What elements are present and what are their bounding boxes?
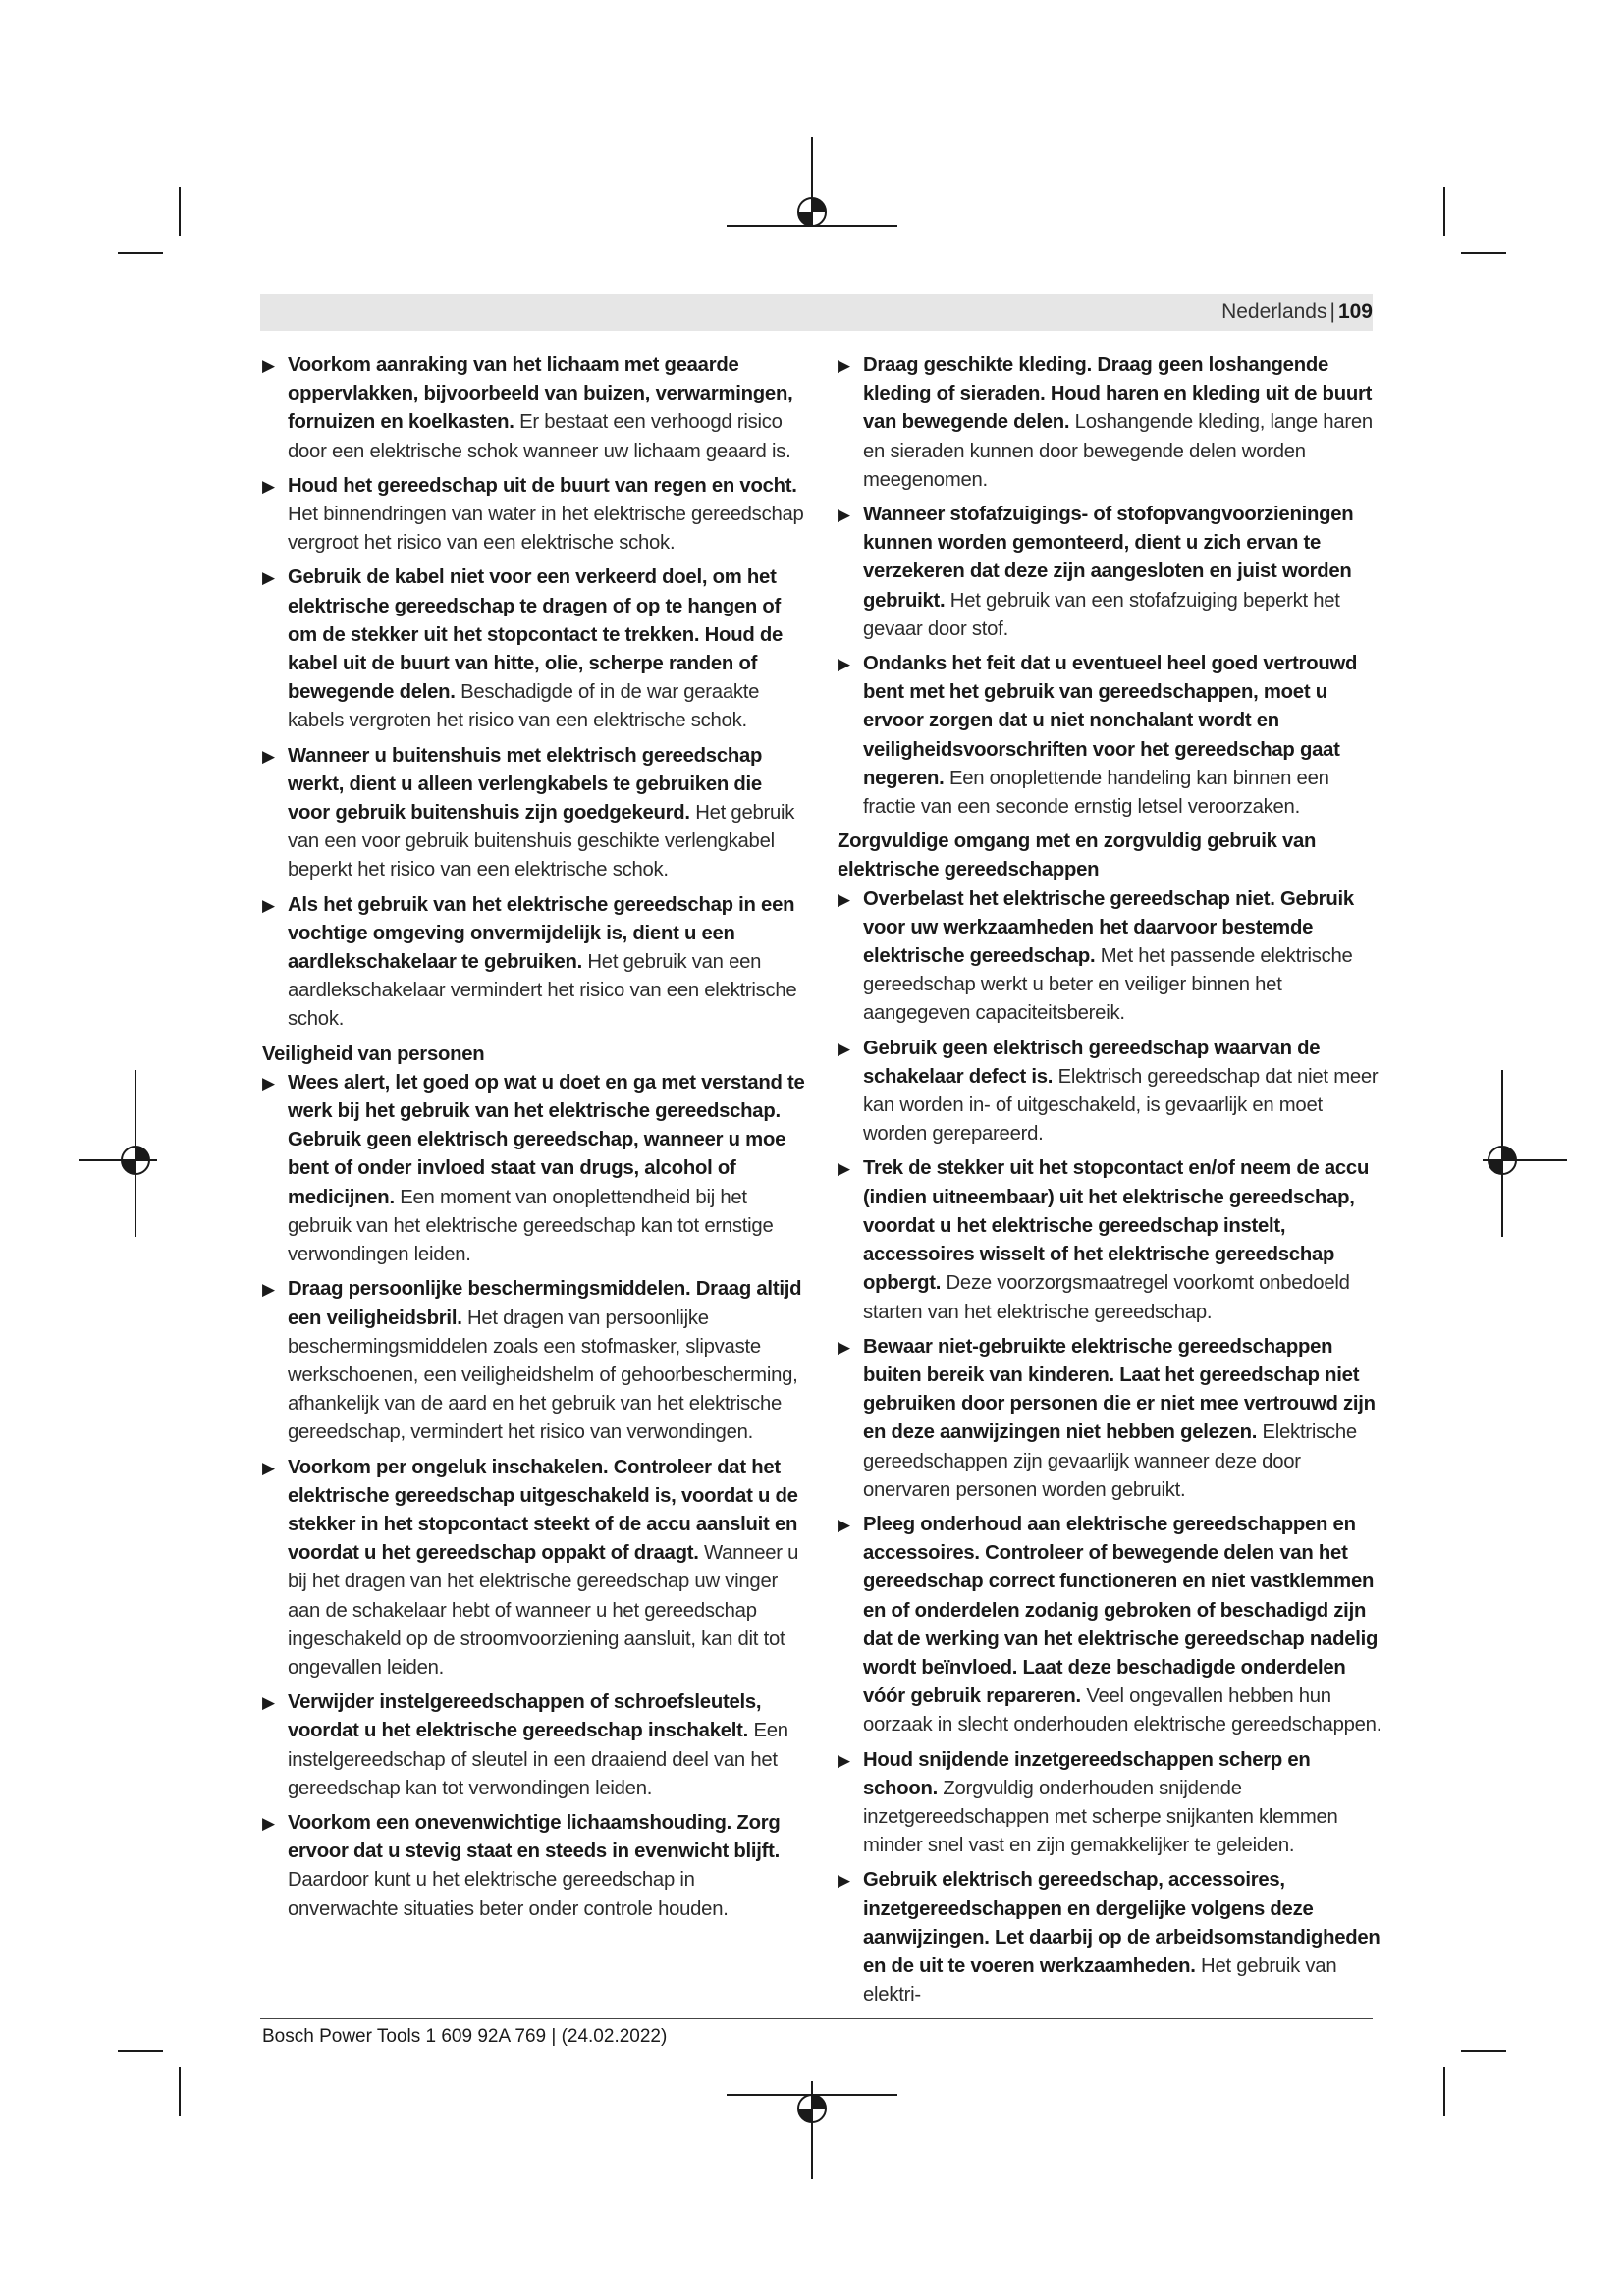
registration-mark-bottom-icon [727,2012,903,2189]
item-text: Beschadigde of in de war geraakte kabels vergroten het risico van een elektrische schok. [288,681,760,732]
bullet-icon: ▶ [262,1693,275,1713]
bullet-icon: ▶ [838,655,850,674]
item-bold: Trek de stekker uit het stopcontact en/of neem de accu (indien uitneembaar) uit het elektrische gereedschap, voordat u het elektrische gereedschap instelt, accessoires wisselt of het elektrische gereedschap opbergt. [863,1157,1370,1295]
item-bold: Voorkom een onevenwichtige lichaamshouding. Zorg ervoor dat u stevig staat en steeds in evenwicht blijft. [288,1811,781,1863]
crop-mark-bottom-left-v [179,2067,181,2116]
item-text: Een onoplettende handeling kan binnen een fractie van een seconde ernstig letsel veroorzaken. [863,767,1329,819]
bullet-icon: ▶ [262,476,275,496]
safety-item [838,1866,1383,2009]
item-text: Veel ongevallen hebben hun oorzaak in slecht onderhouden elektrische gereedschappen. [863,1685,1382,1736]
item-text: Het gebruik van een aardlekschakelaar vermindert het risico van een elektrische schok. [288,951,797,1031]
header-language: Nederlands [1221,300,1327,323]
registration-mark-left-icon [79,1070,216,1247]
crop-mark-top-left-v [179,187,181,236]
item-text: Het gebruik van elektri- [863,1954,1337,2006]
item-bold: Gebruik de kabel niet voor een verkeerd doel, om het elektrische gereedschap te dragen of op te hangen of om de stekker uit het stopcontact te trekken. Houd de kabel uit de buurt van hitte, olie, scherpe randen of bewegende delen. [288,566,784,704]
bullet-icon: ▶ [838,1750,850,1770]
item-text: Het binnendringen van water in het elektrische gereedschap vergroot het risico van een elektrische schok. [288,504,804,555]
item-text: Deze voorzorgsmaatregel voorkomt onbedoeld starten van het elektrische gereedschap. [863,1272,1350,1323]
crop-mark-bottom-left-h [118,2050,163,2052]
page-footer: Bosch Power Tools 1 609 92A 769 | (24.02.2022) [262,2026,668,2047]
safety-item [838,885,1383,1029]
bullet-icon: ▶ [262,1813,275,1833]
item-bold: Gebruik elektrisch gereedschap, accessoires, inzetgereedschappen en dergelijke volgens deze aanwijzingen. Let daarbij op de arbeidsomstandigheden en de uit te voeren werkzaamheden. [863,1869,1380,1977]
item-text: Elektrisch gereedschap dat niet meer kan worden in- of uitgeschakeld, is gevaarlijk en moet worden gerepareerd. [863,1065,1379,1146]
safety-item [262,1688,808,1803]
safety-item [838,1154,1383,1326]
item-bold: Draag geschikte kleding. Draag geen loshangende kleding of sieraden. Houd haren en kleding uit de buurt van bewegende delen. [863,354,1373,434]
left-items-bottom [262,1069,808,1924]
bullet-icon: ▶ [262,1458,275,1477]
safety-item [838,501,1383,644]
safety-item [262,1809,808,1924]
crop-mark-bottom-right-h [1461,2050,1506,2052]
item-text: Het dragen van persoonlijke beschermingsmiddelen zoals een stofmasker, slipvaste werkschoenen, een veiligheidshelm of gehoorbescherming, afhankelijk van de aard en het gebruik van het elektrische gereedschap, vermindert het risico van verwondingen. [288,1307,798,1444]
safety-item [838,1746,1383,1861]
bullet-icon: ▶ [838,1159,850,1179]
item-bold: Wees alert, let goed op wat u doet en ga met verstand te werk bij het gebruik van het elektrische gereedschap. Gebruik geen elektrisch gereedschap, wanneer u moe bent of onder invloed staat van drugs, alcohol of medicijnen. [288,1071,805,1208]
item-text: Met het passende elektrische gereedschap werkt u beter en veiliger binnen het aangegeven capaciteitsbereik. [863,945,1353,1025]
bullet-icon: ▶ [838,1337,850,1357]
item-bold: Overbelast het elektrische gereedschap niet. Gebruik voor uw werkzaamheden het daarvoor bestemde elektrische gereedschap. [863,887,1354,968]
page-header-bar [260,294,1373,331]
safety-item [262,742,808,885]
item-bold: Als het gebruik van het elektrische gereedschap in een vochtige omgeving onvermijdelijk is, dient u een aardlekschakelaar te gebruiken. [288,893,795,974]
right-column [838,351,1383,2015]
item-text: Er bestaat een verhoogd risico door een elektrische schok wanneer uw lichaam geaard is. [288,411,791,462]
right-items-top [838,351,1383,822]
crop-mark-top-right-h [1461,252,1506,254]
page-header [1221,297,1373,327]
bullet-icon: ▶ [838,1871,850,1891]
item-bold: Houd het gereedschap uit de buurt van regen en vocht. [288,474,797,497]
item-bold: Bewaar niet-gebruikte elektrische gereedschappen buiten bereik van kinderen. Laat het gereedschap niet gebruiken door personen die er niet mee vertrouwd zijn en deze aanwijzingen niet hebben gelezen. [863,1335,1376,1444]
safety-item [262,563,808,735]
safety-item [838,1511,1383,1740]
bullet-icon: ▶ [262,895,275,915]
registration-mark-right-icon [1414,1070,1571,1247]
safety-item [262,1069,808,1269]
crop-mark-top-left-h [118,252,163,254]
item-bold: Wanneer u buitenshuis met elektrisch gereedschap werkt, dient u alleen verlengkabels te gebruiken die voor gebruik buitenshuis zijn goedgekeurd. [288,744,763,825]
safety-item [262,351,808,466]
left-items-top [262,351,808,1035]
item-bold: Gebruik geen elektrisch gereedschap waarvan de schakelaar defect is. [863,1037,1321,1088]
item-bold: Verwijder instelgereedschappen of schroefsleutels, voordat u het elektrische gereedschap inschakelt. [288,1691,762,1742]
bullet-icon: ▶ [262,1280,275,1300]
item-text: Elektrische gereedschappen zijn gevaarlijk wanneer deze door onervaren personen worden gebruikt. [863,1421,1357,1501]
bullet-icon: ▶ [262,356,275,375]
item-bold: Pleeg onderhoud aan elektrische gereedschappen en accessoires. Controleer of bewegende delen van het gereedschap correct functioneren en niet vastklemmen en of onderdelen zodanig gebroken of beschadigd zijn dat de werking van het elektrische gereedschap nadelig wordt beïnvloed. Laat deze beschadigde onderdelen vóór gebruik repareren. [863,1513,1379,1708]
bullet-icon: ▶ [838,1515,850,1534]
header-separator: | [1329,300,1335,323]
bullet-icon: ▶ [838,506,850,525]
section-heading: Veiligheid van personen [262,1042,485,1065]
bullet-icon: ▶ [262,1073,275,1093]
safety-item [838,1333,1383,1505]
crop-mark-top-right-v [1443,187,1445,236]
item-bold: Draag persoonlijke beschermingsmiddelen. Draag altijd een veiligheidsbril. [288,1278,802,1329]
footer-divider [260,2018,1373,2019]
safety-item [262,472,808,559]
crop-mark-bottom-right-v [1443,2067,1445,2116]
safety-item [262,1454,808,1683]
item-text: Zorgvuldig onderhouden snijdende inzetgereedschappen met scherpe snijkanten klemmen minder snel vast en zijn gemakkelijker te geleiden. [863,1777,1338,1857]
safety-item [838,351,1383,495]
item-text: Wanneer u bij het dragen van het elektrische gereedschap uw vinger aan de schakelaar hebt of wanneer u het gereedschap ingeschakeld op de stroomvoorziening aansluit, kan dit tot ongevallen leiden. [288,1542,799,1679]
left-column [262,351,808,1930]
item-bold: Ondanks het feit dat u eventueel heel goed vertrouwd bent met het gebruik van gereedschappen, moet u ervoor zorgen dat u niet nonchalant wordt en veiligheidsvoorschriften voor het gereedschap gaat negeren. [863,653,1358,789]
item-text: Het gebruik van een stofafzuiging beperkt het gevaar door stof. [863,589,1340,640]
bullet-icon: ▶ [838,356,850,375]
bullet-icon: ▶ [262,746,275,766]
bullet-icon: ▶ [262,568,275,588]
item-bold: Voorkom aanraking van het lichaam met geaarde oppervlakken, bijvoorbeeld van buizen, verwarmingen, fornuizen en koelkasten. [288,354,793,434]
page-number: 109 [1337,300,1373,323]
bullet-icon: ▶ [838,1039,850,1058]
item-bold: Voorkom per ongeluk inschakelen. Controleer dat het elektrische gereedschap uitgeschakeld is, voordat u de stekker in het stopcontact steekt of de accu aansluit en voordat u het gereedschap oppakt of draagt. [288,1456,798,1565]
safety-item [262,1275,808,1447]
item-text: Een moment van onoplettendheid bij het gebruik van het elektrische gereedschap kan tot ernstige verwondingen leiden. [288,1186,774,1266]
bullet-icon: ▶ [838,889,850,909]
section-heading: Zorgvuldige omgang met en zorgvuldig gebruik van elektrische gereedschappen [838,830,1317,881]
item-bold: Wanneer stofafzuigings- of stofopvangvoorzieningen kunnen worden gemonteerd, dient u zich ervan te verzekeren dat deze zijn aangesloten en juist worden gebruikt. [863,504,1354,612]
registration-mark-top-icon [727,137,903,294]
item-text: Daardoor kunt u het elektrische gereedschap in onverwachte situaties beter onder controle houden. [288,1869,729,1920]
safety-item [262,891,808,1035]
safety-item [838,650,1383,822]
item-text: Loshangende kleding, lange haren en sieraden kunnen door bewegende delen worden meegenomen. [863,411,1373,491]
safety-item [838,1035,1383,1149]
right-items-bottom [838,885,1383,2010]
item-text: Een instelgereedschap of sleutel in een draaiend deel van het gereedschap kan tot verwondingen leiden. [288,1720,788,1799]
item-text: Het gebruik van een voor gebruik buitenshuis geschikte verlengkabel beperkt het risico van een elektrische schok. [288,802,795,881]
item-bold: Houd snijdende inzetgereedschappen scherp en schoon. [863,1748,1311,1799]
